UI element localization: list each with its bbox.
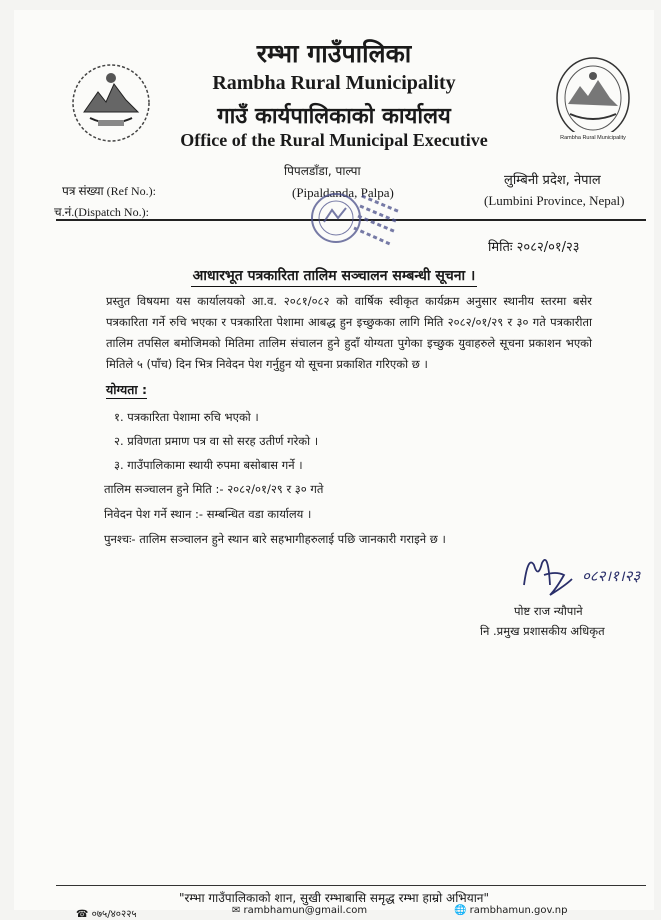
postscript-line: पुनश्चः- तालिम सञ्चालन हुने स्थान बारे सहभागीहरुलाई पछि जानकारी गराइने छ । bbox=[104, 532, 446, 546]
footer-email: ✉ rambhamun@gmail.com bbox=[232, 905, 368, 916]
subject-line bbox=[14, 265, 654, 285]
qualifications-heading: योग्यता : bbox=[106, 382, 147, 397]
signatory-title: नि .प्रमुख प्रशासकीय अधिकृत bbox=[480, 624, 605, 638]
subject-text: आधारभूत पत्रकारिता तालिम सञ्चालन सम्बन्धी सूचना । bbox=[191, 268, 478, 287]
address-nepali: पिपलडाँडा, पाल्पा bbox=[284, 164, 361, 178]
right-logo-caption: Rambha Rural Municipality bbox=[560, 135, 626, 141]
qualification-item: १. पत्रकारिता पेशामा रुचि भएको । bbox=[114, 410, 259, 424]
footer-divider bbox=[56, 885, 646, 886]
handwritten-signature bbox=[504, 545, 644, 605]
letter-date: मितिः २०८२/०१/२३ bbox=[488, 240, 580, 255]
municipality-name-nepali: रम्भा गाउँपालिका bbox=[256, 39, 412, 68]
province-nepali: लुम्बिनी प्रदेश, नेपाल bbox=[504, 173, 601, 188]
training-date-line: तालिम सञ्चालन हुने मिति :- २०८२/०१/२९ र ३० गते bbox=[104, 482, 324, 496]
office-stamp bbox=[304, 188, 408, 260]
office-name-nepali: गाउँ कार्यपालिकाको कार्यालय bbox=[217, 104, 451, 129]
signature-date: ०८२।१।२३ bbox=[582, 567, 641, 585]
footer-website: 🌐 rambhamun.gov.np bbox=[454, 905, 568, 916]
qualification-item: ३. गाउँपालिकामा स्थायी रुपमा बसोबास गर्ने । bbox=[114, 458, 303, 472]
qualification-item: २. प्रविणता प्रमाण पत्र वा सो सरह उतीर्ण गरेको । bbox=[114, 434, 319, 448]
ref-no-label: पत्र संख्या (Ref No.): bbox=[62, 184, 156, 198]
letter-page bbox=[14, 10, 654, 920]
notice-body: प्रस्तुत विषयमा यस कार्यालयको आ.व. २०८१/०८२ को वार्षिक स्वीकृत कार्यक्रम अनुसार स्थानीय स्तरमा बसेर पत्रकारिता गर्ने रुचि भएका र पत्रकारिता पेशामा आबद्ध हुन इच्छुकका लागि मिति २०८२/०१/२९ र ३० गते पत्रकारीता तालिम तपसिल बमोजिमको मितिमा तालिम संचालन हुने हुदाँ योग्यता पुगेका इच्छुक युवाहरुले सूचना प्रकाशन भएको मितिले ५ (पाँच) दिन भित्र निवेदन पेश गर्नुहुन यो सूचना प्रकाशित गरिएको छ । bbox=[106, 294, 592, 371]
province-english: (Lumbini Province, Nepal) bbox=[484, 193, 625, 208]
application-place-line: निवेदन पेश गर्ने स्थान :- सम्बन्धित वडा कार्यालय । bbox=[104, 507, 312, 521]
dispatch-no-label: च.नं.(Dispatch No.): bbox=[54, 205, 149, 219]
address-english: (Pipaldanda, Palpa) bbox=[292, 185, 394, 200]
office-name-english: Office of the Rural Municipal Executive bbox=[180, 130, 488, 150]
footer-slogan: "रम्भा गाउँपालिकाको शान, सुखी रम्भाबासि समृद्ध रम्भा हाम्रो अभियान" bbox=[178, 891, 489, 905]
signatory-name: पोष्ट राज न्यौपाने bbox=[514, 604, 583, 618]
footer-phone: ☎ ०७५/४०२२५ bbox=[76, 909, 137, 920]
municipality-name-english: Rambha Rural Municipality bbox=[212, 72, 456, 94]
